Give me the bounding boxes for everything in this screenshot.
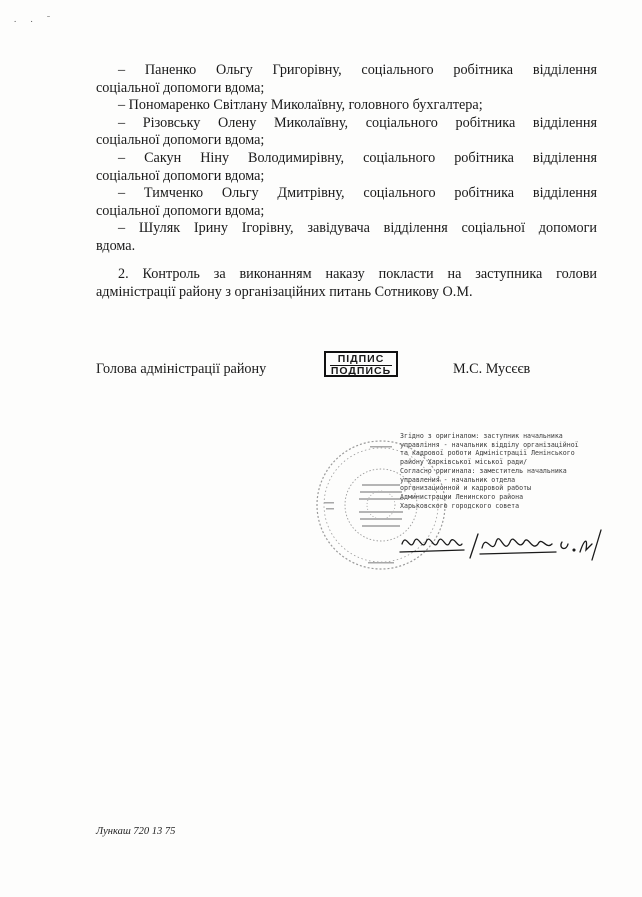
list-item: – Паненко Ольгу Григорівну, соціального робітника відділення соціальної допомоги вдома;	[96, 62, 597, 96]
signature-placeholder-box: ПІДПИС ПОДПИСЬ	[324, 351, 398, 377]
footer-executor: Лункаш 720 13 75	[96, 826, 176, 837]
employee-list	[96, 62, 597, 256]
list-item: – Шуляк Ірину Ігорівну, завідувача відділення соціальної допомоги вдома.	[96, 220, 597, 254]
stamp-text: Згідно з оригіналом: заступник начальника управління - начальник відділу організаційної та кадрової роботи Адміністрації Ленінського району Харківської міської ради/ Согласно оригинала: заместитель начальника управления - начальник отдела организационной и кадровой работы Администрации Ленинского района Харьковского городского совета	[400, 432, 579, 510]
list-item: – Різовську Олену Миколаївну, соціального робітника відділення соціальної допомоги вдома;	[96, 114, 597, 149]
list-item: – Сакун Ніну Володимирівну, соціального робітника відділення соціальної допомоги вдома;	[96, 149, 597, 184]
control-paragraph: 2. Контроль за виконанням наказу покласти на заступника голови адміністрації району з організаційних питань Сотникову О.М.	[96, 266, 597, 300]
signatory-title: Голова адміністрації району	[96, 361, 267, 377]
list-item: – Пономаренко Світлану Миколаївну, головного бухгалтера;	[118, 97, 483, 114]
list-item: – Тимченко Ольгу Дмитрівну, соціального робітника відділення соціальної допомоги вдома;	[96, 185, 597, 219]
scan-marks: . . ˉ	[14, 14, 56, 24]
handwritten-signature-icon	[396, 522, 611, 562]
signatory-name: М.С. Мусєєв	[453, 361, 531, 377]
certification-stamp	[310, 432, 610, 582]
